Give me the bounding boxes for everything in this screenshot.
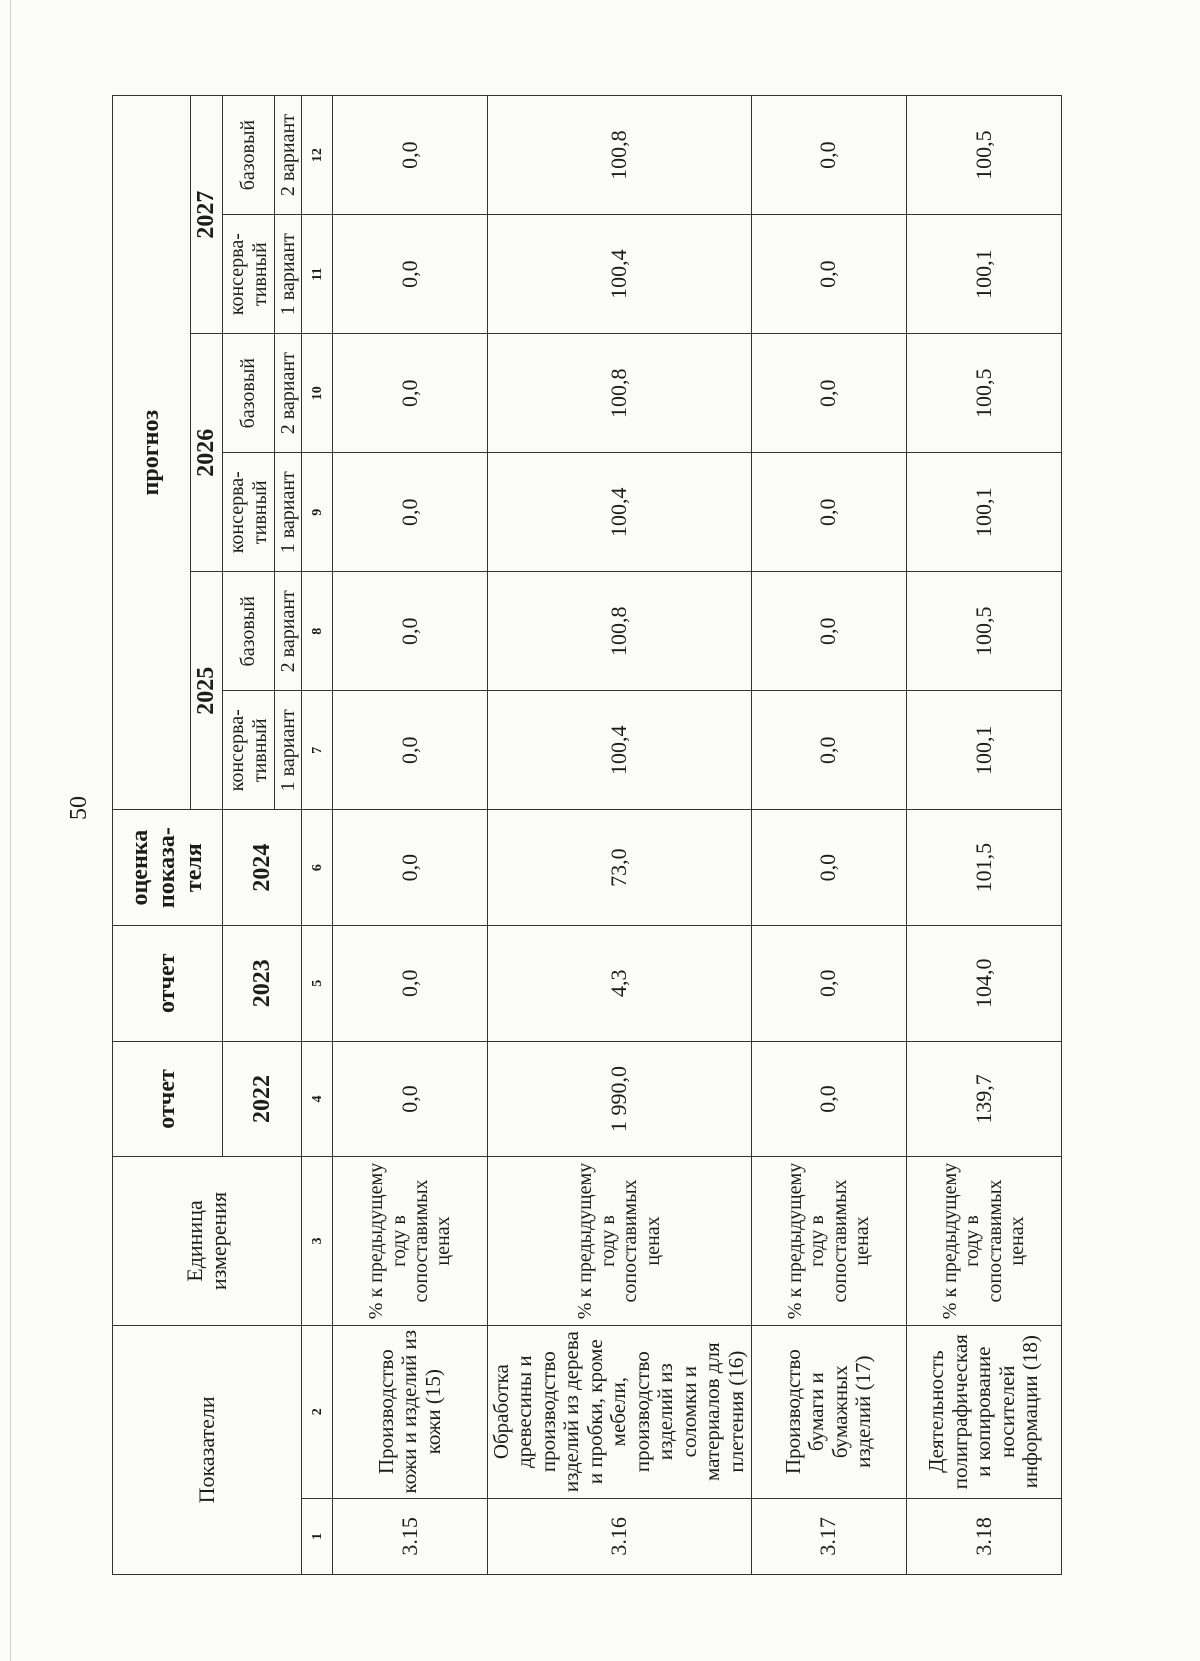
value-cell: 100,5: [906, 334, 1061, 453]
unit-cell: % к предыдущему году в сопоставимых ценах: [487, 1157, 751, 1325]
column-number: 10: [302, 334, 333, 453]
header-report-2022: отчет: [113, 1041, 223, 1157]
value-cell: 0,0: [333, 810, 487, 926]
row-number: 3.15: [333, 1498, 487, 1574]
value-cell: 100,5: [906, 572, 1061, 691]
value-cell: 100,8: [487, 334, 751, 453]
value-cell: 100,8: [487, 96, 751, 215]
value-cell: 0,0: [333, 334, 487, 453]
header-conservative-2027: консерва-тивный: [222, 215, 274, 334]
column-number-row: [302, 96, 333, 1575]
table-row: [333, 96, 487, 1575]
indicator-name: Производство кожи и изделий из кожи (15): [333, 1325, 487, 1498]
unit-cell: % к предыдущему году в сопоставимых ценах: [333, 1157, 487, 1325]
header-conservative-2025: консерва-тивный: [222, 691, 274, 810]
header-year-2026: 2026: [191, 334, 223, 572]
forecast-table: [112, 95, 1062, 1575]
row-number: 3.16: [487, 1498, 751, 1574]
value-cell: 0,0: [333, 691, 487, 810]
value-cell: 1 990,0: [487, 1041, 751, 1157]
value-cell: 0,0: [751, 215, 906, 334]
scan-edge-line: [10, 0, 11, 1661]
header-unit: Единица измерения: [113, 1157, 302, 1325]
header-variant-2-2025: 2 вариант: [275, 572, 302, 691]
value-cell: 0,0: [333, 925, 487, 1041]
header-year-2022: 2022: [222, 1041, 301, 1157]
header-year-2027: 2027: [191, 96, 223, 334]
header-estimate: оценка показа-теля: [113, 810, 223, 926]
header-year-2024: 2024: [222, 810, 301, 926]
forecast-table-container: [112, 95, 1062, 1575]
header-variant-2-2026: 2 вариант: [275, 334, 302, 453]
header-indicators: Показатели: [113, 1325, 302, 1574]
value-cell: 100,8: [487, 572, 751, 691]
column-number: 8: [302, 572, 333, 691]
header-basic-2027: базовый: [222, 96, 274, 215]
value-cell: 4,3: [487, 925, 751, 1041]
row-number: 3.18: [906, 1498, 1061, 1574]
header-conservative-2026: консерва-тивный: [222, 453, 274, 572]
column-number: 4: [302, 1041, 333, 1157]
unit-cell: % к предыдущему году в сопоставимых ценах: [751, 1157, 906, 1325]
column-number: 2: [302, 1325, 333, 1498]
table-row: [487, 96, 751, 1575]
value-cell: 100,4: [487, 215, 751, 334]
value-cell: 100,1: [906, 215, 1061, 334]
column-number: 3: [302, 1157, 333, 1325]
column-number: 1: [302, 1498, 333, 1574]
value-cell: 100,4: [487, 453, 751, 572]
indicator-name: Обработка древесины и производство изделий из дерева и пробки, кроме мебели, производство изделий из соломки и материалов для плетения (16): [487, 1325, 751, 1498]
value-cell: 104,0: [906, 925, 1061, 1041]
header-basic-2026: базовый: [222, 334, 274, 453]
column-number: 5: [302, 925, 333, 1041]
header-variant-1-2025: 1 вариант: [275, 691, 302, 810]
header-year-2023: 2023: [222, 925, 301, 1041]
header-variant-1-2026: 1 вариант: [275, 453, 302, 572]
value-cell: 100,4: [487, 691, 751, 810]
indicator-name: Производство бумаги и бумажных изделий (17): [751, 1325, 906, 1498]
header-basic-2025: базовый: [222, 572, 274, 691]
value-cell: 0,0: [751, 925, 906, 1041]
value-cell: 0,0: [333, 1041, 487, 1157]
header-variant-1-2027: 1 вариант: [275, 215, 302, 334]
value-cell: 0,0: [751, 1041, 906, 1157]
value-cell: 101,5: [906, 810, 1061, 926]
column-number: 11: [302, 215, 333, 334]
value-cell: 0,0: [751, 453, 906, 572]
page-number: 50: [66, 796, 92, 820]
indicator-name: Деятельность полиграфическая и копирование носителей информации (18): [906, 1325, 1061, 1498]
value-cell: 0,0: [333, 215, 487, 334]
row-number: 3.17: [751, 1498, 906, 1574]
value-cell: 0,0: [751, 572, 906, 691]
value-cell: 0,0: [333, 572, 487, 691]
header-report-2023: отчет: [113, 925, 223, 1041]
value-cell: 0,0: [751, 691, 906, 810]
value-cell: 0,0: [751, 96, 906, 215]
value-cell: 0,0: [751, 334, 906, 453]
value-cell: 100,1: [906, 691, 1061, 810]
table-row: [906, 96, 1061, 1575]
value-cell: 100,1: [906, 453, 1061, 572]
unit-cell: % к предыдущему году в сопоставимых ценах: [906, 1157, 1061, 1325]
header-year-2025: 2025: [191, 572, 223, 810]
header-forecast: прогноз: [113, 96, 191, 810]
column-number: 12: [302, 96, 333, 215]
value-cell: 0,0: [333, 96, 487, 215]
header-variant-2-2027: 2 вариант: [275, 96, 302, 215]
value-cell: 100,5: [906, 96, 1061, 215]
value-cell: 0,0: [333, 453, 487, 572]
value-cell: 0,0: [751, 810, 906, 926]
column-number: 9: [302, 453, 333, 572]
column-number: 7: [302, 691, 333, 810]
table-row: [751, 96, 906, 1575]
value-cell: 139,7: [906, 1041, 1061, 1157]
value-cell: 73,0: [487, 810, 751, 926]
column-number: 6: [302, 810, 333, 926]
